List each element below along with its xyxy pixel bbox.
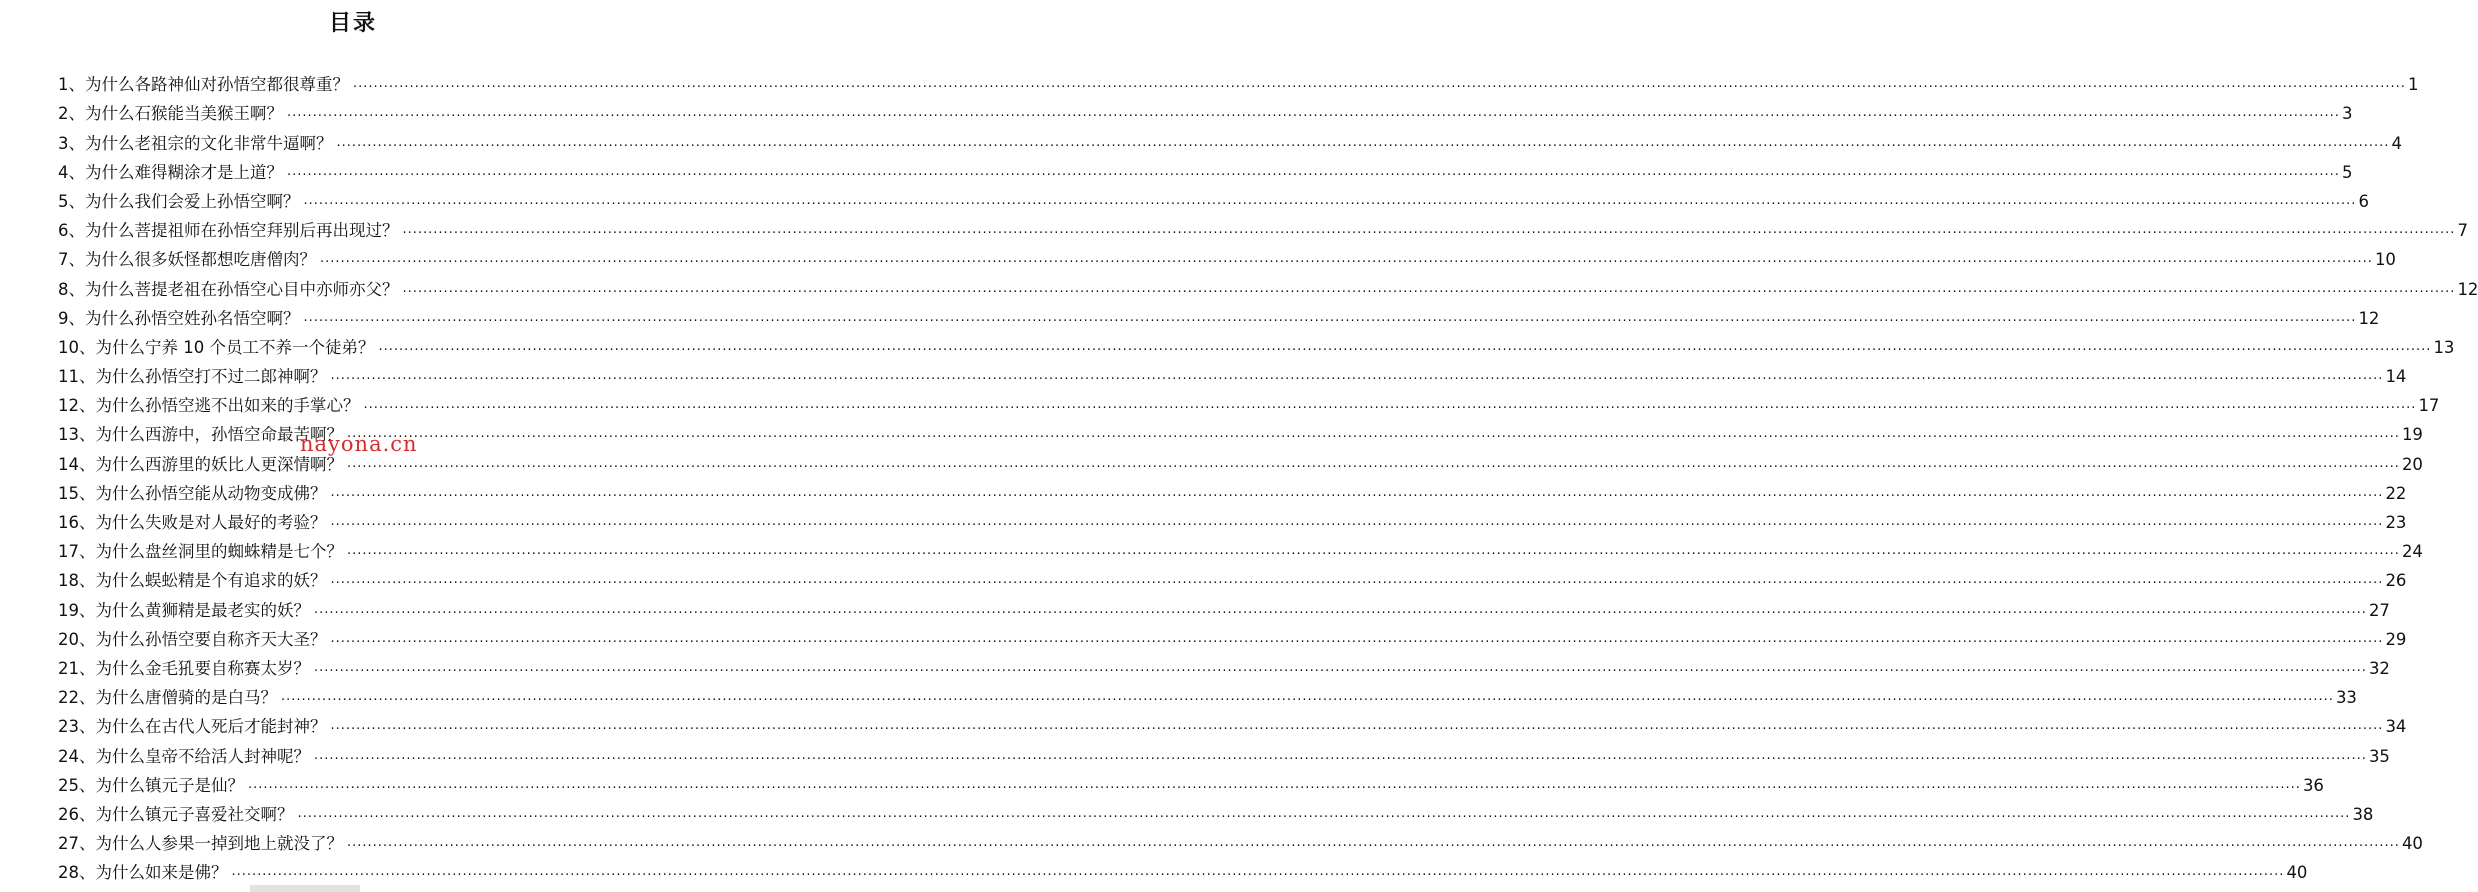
toc-entry-page-number: 35 xyxy=(2368,746,2390,766)
toc-entry-number: 25、 xyxy=(58,775,96,795)
toc-entry-number: 17、 xyxy=(58,542,96,562)
toc-entry-title: 为什么孙悟空姓孙名悟空啊？ xyxy=(85,308,300,328)
toc-entry-number: 26、 xyxy=(58,804,96,824)
toc-entry-page-number: 14 xyxy=(2385,367,2407,387)
toc-entry-number: 15、 xyxy=(58,483,96,503)
toc-entry-number: 13、 xyxy=(58,425,96,445)
toc-entry-page-number: 20 xyxy=(2401,454,2423,474)
toc-entry-number: 21、 xyxy=(58,658,96,678)
toc-dot-leader: ................................................................................................................................................................................................................................................................................................................................................................................................................ xyxy=(330,368,2384,384)
toc-entry-number: 11、 xyxy=(58,367,96,387)
toc-entry-title: 为什么人参果一掉到地上就没了？ xyxy=(95,834,343,854)
toc-dot-leader: ................................................................................................................................................................................................................................................................................................................................................................................................................ xyxy=(287,163,2340,179)
toc-entry-page-number: 3 xyxy=(2341,104,2353,124)
toc-entry-title: 为什么西游中，孙悟空命最苦啊？ xyxy=(95,425,343,445)
toc-entry-title: 为什么如来是佛？ xyxy=(95,863,228,883)
toc-entry[interactable] xyxy=(58,591,2390,620)
toc-entry-number: 8、 xyxy=(58,279,85,299)
toc-entry-number: 24、 xyxy=(58,746,96,766)
toc-entry-number: 4、 xyxy=(58,162,85,182)
toc-entry-number: 14、 xyxy=(58,454,96,474)
toc-entry-page-number: 22 xyxy=(2385,483,2407,503)
toc-dot-leader: ................................................................................................................................................................................................................................................................................................................................................................................................................ xyxy=(314,747,2367,763)
toc-dot-leader: ................................................................................................................................................................................................................................................................................................................................................................................................................ xyxy=(336,134,2390,150)
toc-title: 目录 xyxy=(328,11,377,36)
toc-dot-leader: ................................................................................................................................................................................................................................................................................................................................................................................................................ xyxy=(248,776,2301,792)
toc-dot-leader: ................................................................................................................................................................................................................................................................................................................................................................................................................ xyxy=(320,251,2373,267)
toc-entry-number: 5、 xyxy=(58,191,85,211)
toc-entry[interactable] xyxy=(58,504,2407,533)
toc-entry-page-number: 4 xyxy=(2391,133,2402,153)
toc-entry[interactable] xyxy=(58,796,2374,825)
toc-entry-number: 9、 xyxy=(58,308,85,328)
toc-dot-leader: ................................................................................................................................................................................................................................................................................................................................................................................................................ xyxy=(347,835,2400,851)
toc-entry-number: 28、 xyxy=(58,863,96,883)
toc-entry-number: 10、 xyxy=(58,337,96,357)
toc-entry-title: 为什么皇帝不给活人封神呢？ xyxy=(95,746,310,766)
toc-dot-leader: ................................................................................................................................................................................................................................................................................................................................................................................................................ xyxy=(330,514,2384,529)
toc-dot-leader: ................................................................................................................................................................................................................................................................................................................................................................................................................ xyxy=(363,397,2417,413)
toc-entry[interactable] xyxy=(58,66,2419,95)
toc-dot-leader: ................................................................................................................................................................................................................................................................................................................................................................................................................ xyxy=(378,338,2432,354)
toc-entry-page-number: 13 xyxy=(2433,337,2455,357)
toc-entry-page-number: 40 xyxy=(2286,863,2308,883)
toc-entry-page-number: 17 xyxy=(2418,396,2440,416)
toc-entry-page-number: 26 xyxy=(2385,571,2407,591)
toc-entry-page-number: 34 xyxy=(2385,717,2407,737)
toc-entry[interactable] xyxy=(58,737,2390,766)
toc-entry[interactable] xyxy=(58,562,2407,591)
toc-entry[interactable] xyxy=(58,475,2407,504)
toc-entry-title: 为什么孙悟空要自称齐天大圣？ xyxy=(95,629,327,649)
toc-entry[interactable] xyxy=(58,767,2324,796)
toc-entry-page-number: 10 xyxy=(2374,250,2396,270)
toc-entry-page-number: 24 xyxy=(2401,542,2423,562)
toc-entry-page-number: 12 xyxy=(2457,279,2478,299)
toc-entry-page-number: 19 xyxy=(2401,425,2423,445)
toc-entry-title: 为什么在古代人死后才能封神？ xyxy=(95,717,327,737)
toc-entry[interactable] xyxy=(58,270,2478,299)
toc-entry[interactable] xyxy=(58,124,2402,153)
toc-entry-title: 为什么我们会爱上孙悟空啊？ xyxy=(85,191,300,211)
toc-entry-number: 1、 xyxy=(58,75,85,95)
toc-entry-title: 为什么菩提老祖在孙悟空心目中亦师亦父？ xyxy=(85,279,399,299)
toc-entry-page-number: 1 xyxy=(2407,75,2419,95)
toc-dot-leader: ................................................................................................................................................................................................................................................................................................................................................................................................................ xyxy=(330,718,2384,734)
toc-dot-leader: ................................................................................................................................................................................................................................................................................................................................................................................................................ xyxy=(402,280,2456,296)
toc-dot-leader: ................................................................................................................................................................................................................................................................................................................................................................................................................ xyxy=(353,76,2406,92)
toc-dot-leader: ................................................................................................................................................................................................................................................................................................................................................................................................................ xyxy=(297,805,2351,821)
toc-entry[interactable] xyxy=(58,621,2407,650)
toc-entry[interactable] xyxy=(58,708,2407,737)
toc-entry-title: 为什么石猴能当美猴王啊？ xyxy=(85,104,283,124)
toc-entry-number: 3、 xyxy=(58,133,85,153)
toc-entry-title: 为什么镇元子喜爱社交啊？ xyxy=(95,804,294,824)
toc-entry-title: 为什么各路神仙对孙悟空都很尊重？ xyxy=(85,75,349,95)
toc-entry-number: 18、 xyxy=(58,571,96,591)
toc-entry-title: 为什么蜈蚣精是个有追求的妖？ xyxy=(95,571,327,591)
toc-dot-leader: ................................................................................................................................................................................................................................................................................................................................................................................................................ xyxy=(330,484,2384,500)
toc-entry[interactable] xyxy=(58,679,2357,708)
toc-dot-leader: ................................................................................................................................................................................................................................................................................................................................................................................................................ xyxy=(347,426,2400,442)
toc-dot-leader: ................................................................................................................................................................................................................................................................................................................................................................................................................ xyxy=(314,601,2367,617)
toc-entry[interactable] xyxy=(58,650,2390,679)
toc-entry-page-number: 40 xyxy=(2401,834,2423,854)
toc-dot-leader: ................................................................................................................................................................................................................................................................................................................................................................................................................ xyxy=(330,630,2384,646)
toc-entry[interactable] xyxy=(58,212,2468,241)
toc-dot-leader: ................................................................................................................................................................................................................................................................................................................................................................................................................ xyxy=(281,689,2334,705)
toc-entry-title: 为什么金毛犼要自称赛太岁？ xyxy=(95,658,310,678)
toc-entry-title: 为什么孙悟空打不过二郎神啊？ xyxy=(95,367,327,387)
page-edge-shadow xyxy=(250,885,360,892)
toc-entry-title: 为什么很多妖怪都想吃唐僧肉？ xyxy=(85,250,316,270)
toc-entry-page-number: 5 xyxy=(2341,162,2353,182)
toc-entry-title: 为什么镇元子是仙？ xyxy=(95,775,244,795)
toc-entry[interactable] xyxy=(58,95,2353,124)
toc-entry[interactable] xyxy=(58,387,2440,416)
toc-entry-page-number: 33 xyxy=(2335,688,2357,708)
toc-dot-leader: ................................................................................................................................................................................................................................................................................................................................................................................................................ xyxy=(231,864,2285,880)
toc-entry-title: 为什么黄狮精是最老实的妖？ xyxy=(95,600,310,620)
toc-entry-number: 16、 xyxy=(58,513,96,532)
toc-entry-number: 12、 xyxy=(58,396,96,416)
toc-entry[interactable] xyxy=(58,241,2396,270)
toc-entry-page-number: 38 xyxy=(2352,804,2374,824)
toc-entry-number: 22、 xyxy=(58,688,96,708)
toc-entry-title: 为什么老祖宗的文化非常牛逼啊？ xyxy=(85,133,333,153)
toc-entry[interactable] xyxy=(58,854,2308,883)
toc-entry-number: 19、 xyxy=(58,600,96,620)
toc-entry-page-number: 12 xyxy=(2358,308,2380,328)
toc-entry-page-number: 29 xyxy=(2385,629,2407,649)
toc-entry-page-number: 6 xyxy=(2358,191,2369,211)
toc-entry-number: 20、 xyxy=(58,629,96,649)
toc-entry-number: 23、 xyxy=(58,717,96,737)
toc-entry-page-number: 23 xyxy=(2385,513,2407,532)
toc-list xyxy=(58,66,2478,883)
toc-entry-title: 为什么孙悟空逃不出如来的手掌心？ xyxy=(95,396,360,416)
toc-dot-leader: ................................................................................................................................................................................................................................................................................................................................................................................................................ xyxy=(287,105,2340,121)
toc-entry-title: 为什么宁养 10 个员工不养一个徒弟？ xyxy=(95,337,375,357)
toc-dot-leader: ................................................................................................................................................................................................................................................................................................................................................................................................................ xyxy=(402,222,2456,238)
toc-entry-page-number: 27 xyxy=(2368,600,2390,620)
toc-entry-number: 2、 xyxy=(58,104,85,124)
toc-entry-title: 为什么菩提祖师在孙悟空拜别后再出现过？ xyxy=(85,221,399,241)
toc-dot-leader: ................................................................................................................................................................................................................................................................................................................................................................................................................ xyxy=(303,192,2357,208)
toc-entry-title: 为什么盘丝洞里的蜘蛛精是七个？ xyxy=(95,542,343,562)
toc-entry-number: 6、 xyxy=(58,221,85,241)
toc-entry[interactable] xyxy=(58,154,2353,183)
toc-entry-page-number: 32 xyxy=(2368,658,2390,678)
toc-entry[interactable] xyxy=(58,825,2423,854)
toc-entry-title: 为什么西游里的妖比人更深情啊？ xyxy=(95,454,343,474)
toc-dot-leader: ................................................................................................................................................................................................................................................................................................................................................................................................................ xyxy=(314,659,2367,675)
toc-entry-title: 为什么失败是对人最好的考验？ xyxy=(95,513,327,532)
toc-entry-page-number: 7 xyxy=(2457,221,2468,241)
toc-entry[interactable] xyxy=(58,358,2407,387)
toc-entry-page-number: 36 xyxy=(2302,775,2324,795)
toc-dot-leader: ................................................................................................................................................................................................................................................................................................................................................................................................................ xyxy=(347,455,2400,471)
toc-entry-title: 为什么难得糊涂才是上道？ xyxy=(85,162,283,182)
toc-entry[interactable] xyxy=(58,329,2455,358)
watermark: nayona.cn xyxy=(300,432,418,456)
toc-entry-number: 7、 xyxy=(58,250,85,270)
toc-entry[interactable] xyxy=(58,183,2369,212)
toc-entry-title: 为什么唐僧骑的是白马？ xyxy=(95,688,277,708)
toc-dot-leader: ................................................................................................................................................................................................................................................................................................................................................................................................................ xyxy=(303,309,2357,325)
toc-entry[interactable] xyxy=(58,533,2423,562)
toc-dot-leader: ................................................................................................................................................................................................................................................................................................................................................................................................................ xyxy=(330,572,2384,588)
toc-dot-leader: ................................................................................................................................................................................................................................................................................................................................................................................................................ xyxy=(347,543,2400,559)
toc-entry[interactable] xyxy=(58,300,2380,329)
toc-entry-title: 为什么孙悟空能从动物变成佛？ xyxy=(95,483,327,503)
toc-entry-number: 27、 xyxy=(58,834,96,854)
